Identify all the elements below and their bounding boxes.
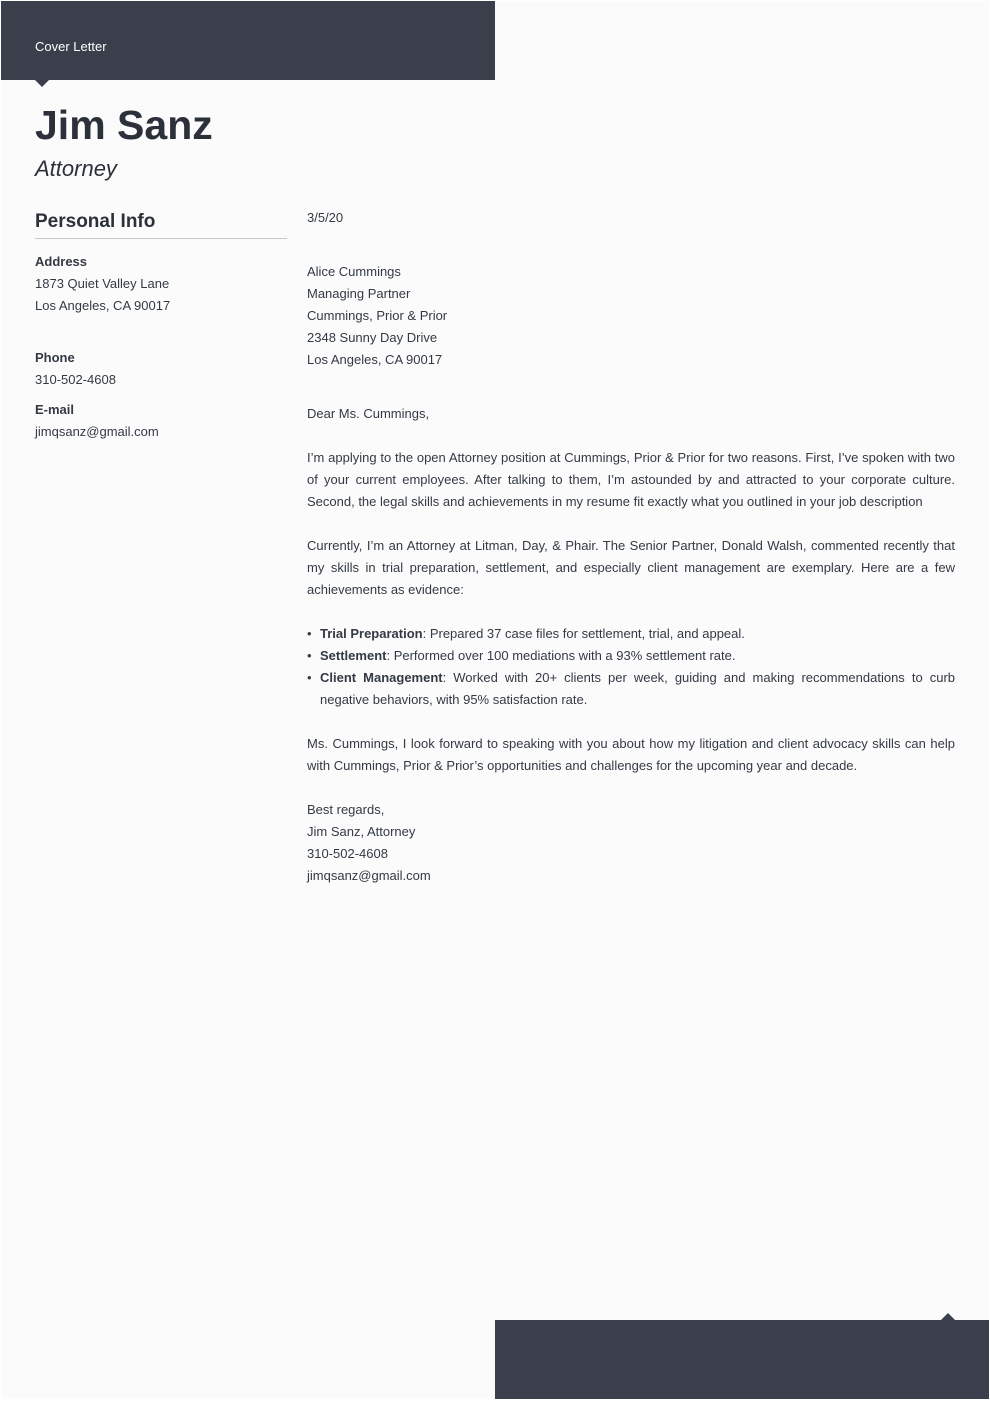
document-type-label: Cover Letter — [35, 39, 107, 54]
recipient-street: 2348 Sunny Day Drive — [307, 330, 438, 345]
signature-phone: 310-502-4608 — [307, 846, 388, 861]
letter-body — [307, 207, 955, 887]
bullet-title: Trial Preparation — [320, 626, 423, 641]
address-line-2: Los Angeles, CA 90017 — [35, 298, 171, 313]
phone-value: 310-502-4608 — [35, 372, 116, 387]
personal-info-section — [35, 208, 287, 443]
email-value: jimqsanz@gmail.com — [35, 424, 159, 439]
salutation: Dear Ms. Cummings, — [307, 406, 430, 421]
address-label: Address — [35, 254, 88, 269]
list-item — [307, 623, 955, 645]
footer-notch — [941, 1313, 955, 1320]
recipient-title: Managing Partner — [307, 286, 411, 301]
achievements-list — [307, 623, 955, 711]
header-notch — [35, 80, 49, 87]
paragraph-3: Ms. Cummings, I look forward to speaking with you about how my litigation and client advocacy skills can help with Cummings, Prior & Prior’s opportunities and challenges for the upcoming year and decade. — [307, 736, 955, 773]
recipient-city: Los Angeles, CA 90017 — [307, 352, 443, 367]
recipient-name: Alice Cummings — [307, 264, 401, 279]
person-name: Jim Sanz — [35, 102, 213, 148]
bullet-title: Client Management — [320, 670, 443, 685]
cover-letter-page — [1, 1, 989, 1399]
personal-info-heading: Personal Info — [35, 208, 287, 239]
phone-label: Phone — [35, 350, 75, 365]
bullet-title: Settlement — [320, 648, 387, 663]
letter-date: 3/5/20 — [307, 210, 344, 225]
closing: Best regards, — [307, 802, 385, 817]
paragraph-2: Currently, I’m an Attorney at Litman, Day, & Phair. The Senior Partner, Donald Walsh, commented recently that my skills in trial preparation, settlement, and especially client management are exemplary. Here are a few achievements as evidence: — [307, 538, 955, 597]
header-band — [1, 1, 495, 80]
bullet-text: : Worked with 20+ clients per week, guiding and making recommendations to curb negative behaviors, with 95% satisfaction rate. — [320, 670, 956, 707]
email-label: E-mail — [35, 402, 75, 417]
person-title: Attorney — [35, 156, 117, 181]
paragraph-1: I’m applying to the open Attorney position at Cummings, Prior & Prior for two reasons. First, I’ve spoken with two of your current employees. After talking to them, I’m astounded by and attracted to your corporate culture. Second, the legal skills and achievements in my resume fit exactly what you outlined in your job description — [307, 450, 955, 509]
bullet-text: : Prepared 37 case files for settlement, trial, and appeal. — [422, 626, 745, 641]
list-item — [307, 645, 955, 667]
bullet-text: : Performed over 100 mediations with a 93% settlement rate. — [386, 648, 736, 663]
list-item — [307, 667, 955, 711]
signature-email: jimqsanz@gmail.com — [307, 868, 431, 883]
recipient-company: Cummings, Prior & Prior — [307, 308, 448, 323]
address-line-1: 1873 Quiet Valley Lane — [35, 276, 170, 291]
footer-band — [495, 1320, 989, 1399]
signature-name: Jim Sanz, Attorney — [307, 824, 416, 839]
